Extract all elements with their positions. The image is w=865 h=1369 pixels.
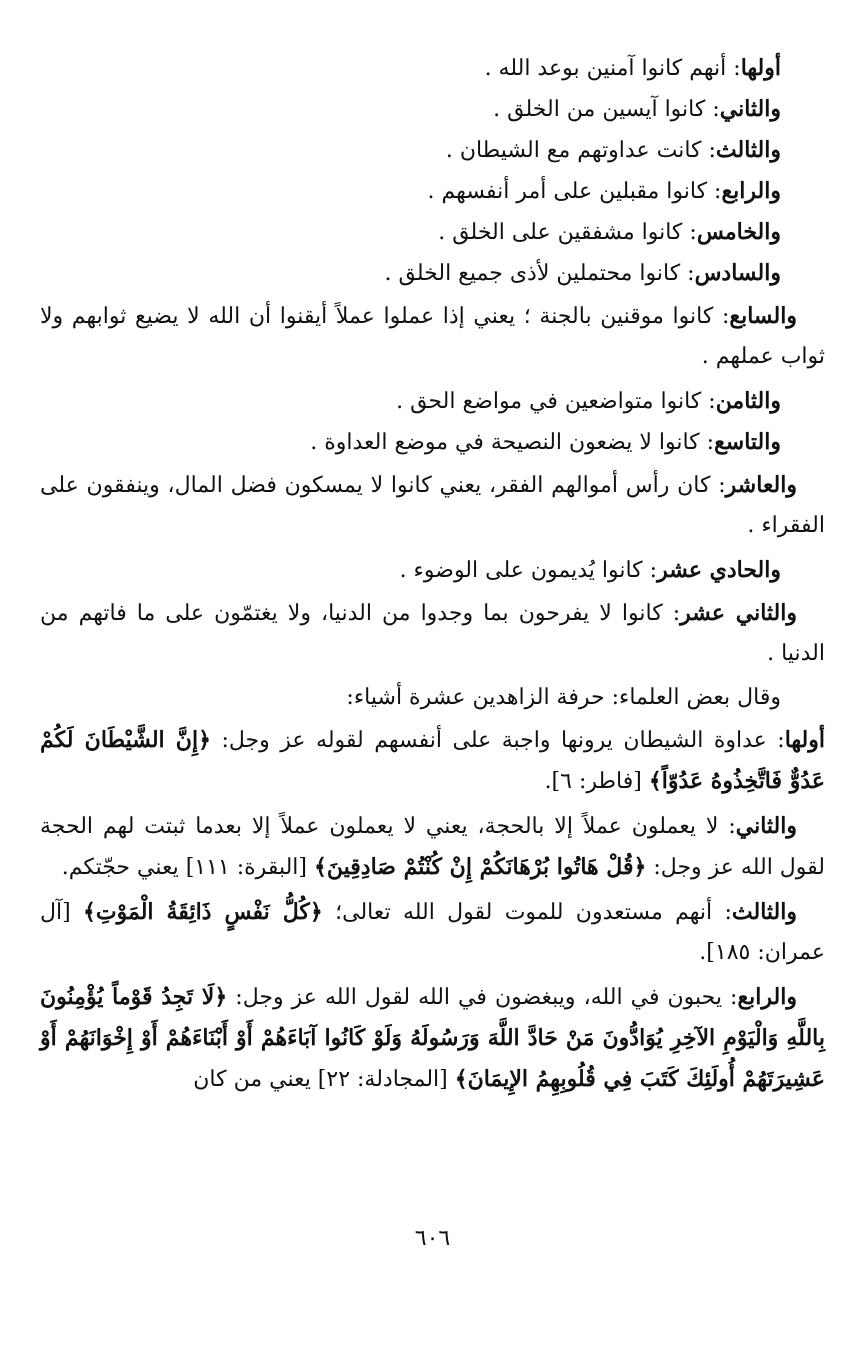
page-body <box>40 48 825 1104</box>
item-lead: والثاني عشر <box>680 600 797 626</box>
item-lead: والسادس <box>694 260 781 286</box>
item-text: : كانوا مشفقين على الخلق . <box>438 220 697 245</box>
item-text: : كانت عداوتهم مع الشيطان . <box>445 138 716 163</box>
verse-reference: [آل عمران: ١٨٥]. <box>40 900 825 965</box>
list-item <box>40 465 825 546</box>
item-lead: والعاشر <box>725 472 797 498</box>
item-lead: والثامن <box>715 388 781 414</box>
list-item <box>40 89 781 130</box>
list-item <box>40 130 781 171</box>
quran-verse: ﴿إِنَّ الشَّيْطَانَ لَكُمْ عَدُوٌّ فَاتَّخِذُوهُ عَدُوّاً﴾ <box>40 727 825 794</box>
item-lead: والسابع <box>729 303 797 329</box>
list-item <box>40 253 781 294</box>
item-text: : كانوا موقنين بالجنة ؛ يعني إذا عملوا عملاً أيقنوا أن الله لا يضيع ثوابهم ولا ثواب عملهم . <box>40 304 825 369</box>
verse-reference: [المجادلة: ٢٢] يعني من كان <box>193 1067 455 1092</box>
quran-verse: ﴿لَا تَجِدُ قَوْماً يُؤْمِنُونَ بِاللَّهِ وَالْيَوْمِ الآخِرِ يُوَادُّونَ مَنْ حَادَّ اللَّهَ وَرَسُولَهُ وَلَوْ كَانُوا آبَاءَهُمْ أَوْ أَبْنَاءَهُمْ أَوْ إِخْوَانَهُمْ أَوْ عَشِيرَتَهُمْ أُولَئِكَ كَتَبَ فِي قُلُوبِهِمُ الإِيمَانَ﴾ <box>40 984 825 1092</box>
quran-verse: ﴿كُلُّ نَفْسٍ ذَائِقَةُ الْمَوْتِ﴾ <box>83 899 323 925</box>
paragraph-text: : يحبون في الله، ويبغضون في الله لقول الله عز وجل: <box>227 985 738 1010</box>
paragraph-lead: والثالث <box>731 899 797 925</box>
item-lead: والرابع <box>721 178 781 204</box>
paragraph-text: : عداوة الشيطان يرونها واجبة على أنفسهم لقوله عز وجل: <box>210 728 785 753</box>
page-number: ٦٠٦ <box>414 1226 451 1251</box>
item-lead: والثاني <box>719 96 781 122</box>
item-lead: والثالث <box>715 137 781 163</box>
item-text: : كان رأس أموالهم الفقر، يعني كانوا لا يمسكون فضل المال، وينفقون على الفقراء . <box>40 473 825 538</box>
verse-reference: [فاطر: ٦]. <box>544 769 649 794</box>
paragraph-lead: أولها <box>784 727 825 753</box>
item-text: : كانوا متواضعين في مواضع الحق . <box>396 389 716 414</box>
quran-verse: ﴿قُلْ هَاتُوا بُرْهَانَكُمْ إِنْ كُنْتُمْ صَادِقِينَ﴾ <box>313 854 647 880</box>
item-lead: والخامس <box>696 219 781 245</box>
list-item <box>40 550 781 591</box>
item-text: : كانوا يُديمون على الوضوء . <box>399 558 658 583</box>
list-item <box>40 212 781 253</box>
list-item <box>40 593 825 674</box>
item-lead: والتاسع <box>714 429 781 455</box>
paragraph <box>40 720 825 802</box>
paragraph-text: : لا يعملون عملاً إلا بالحجة، يعني لا يعملون عملاً إلا بعدما ثبتت لهم الحجة لقول الله عز وجل: <box>40 814 825 880</box>
paragraph <box>40 806 825 888</box>
paragraph <box>40 977 825 1100</box>
item-text: : أنهم كانوا آمنين بوعد الله . <box>484 56 741 81</box>
paragraph-lead: والثاني <box>735 813 797 839</box>
item-lead: أولها <box>740 55 781 81</box>
paragraph <box>40 892 825 973</box>
item-lead: والحادي عشر <box>657 557 781 583</box>
item-text: : كانوا محتملين لأذى جميع الخلق . <box>384 261 695 286</box>
list-item <box>40 422 781 463</box>
item-text: : كانوا لا يضعون النصيحة في موضع العداوة . <box>310 430 715 455</box>
list-item <box>40 381 781 422</box>
list-item <box>40 296 825 377</box>
list-item <box>40 48 781 89</box>
item-text: : كانوا مقبلين على أمر أنفسهم . <box>427 179 722 204</box>
item-text: : كانوا آيسين من الخلق . <box>493 97 720 122</box>
list-item <box>40 171 781 212</box>
paragraph-text: : أنهم مستعدون للموت لقول الله تعالى؛ <box>322 900 732 925</box>
item-text: : كانوا لا يفرحون بما وجدوا من الدنيا، ولا يغتمّون على ما فاتهم من الدنيا . <box>40 601 825 666</box>
intro-line: وقال بعض العلماء: حرفة الزاهدين عشرة أشياء: <box>346 685 781 710</box>
verse-reference: [البقرة: ١١١] يعني حجّتكم. <box>61 855 314 880</box>
paragraph-lead: والرابع <box>737 984 797 1010</box>
